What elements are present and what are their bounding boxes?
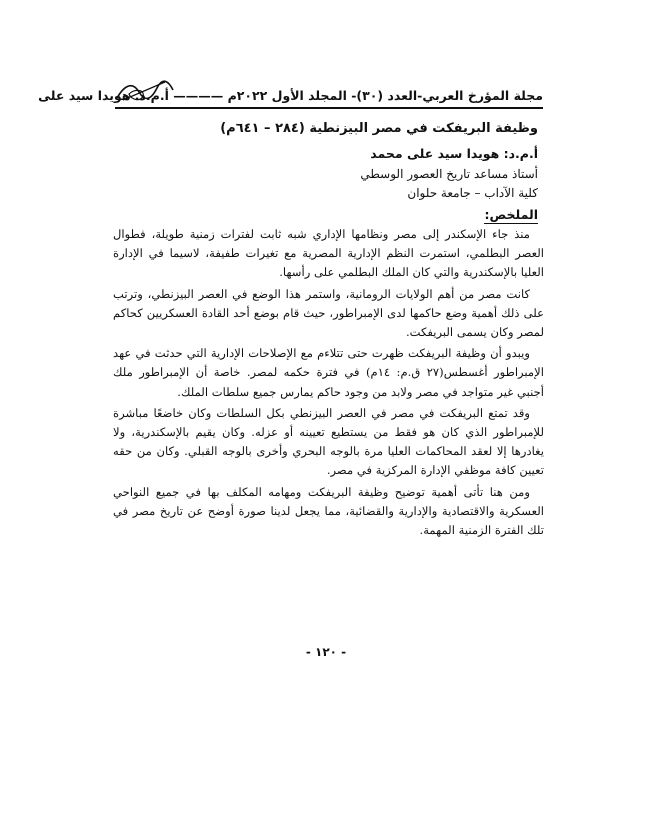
abstract-paragraph: كانت مصر من أهم الولايات الرومانية، واستمر هذا الوضع في العصر البيزنطي، وترتب على ذلك أهمية وضع حاكمها لدى الإمبراطور، حيث قام بوضع أحد القادة العسكريين كحاكم لمصر وكان يسمى البريفكت.	[113, 286, 544, 340]
summary-heading: الملخص:	[484, 207, 538, 222]
abstract-paragraph: ومن هنا تأتى أهمية توضيح وظيفة البريفكت ومهامه المكلف بها في جميع النواحي العسكرية والاقتصادية والإدارية والقضائية، مما يجعل لدينا صورة أوضح عن تاريخ مصر في تلك الفترة الزمنية المهمة.	[113, 484, 544, 538]
running-header	[38, 78, 543, 110]
header-divider	[115, 107, 543, 109]
author-institution: كلية الآداب – جامعة حلوان	[407, 186, 538, 200]
author-name: أ.م.د: هويدا سيد على محمد	[370, 146, 538, 161]
abstract-paragraph: وقد تمتع البريفكت في مصر في العصر البيزنطي بكل السلطات وكان خاضعًا مباشرة للإمبراطور الذي كان هو فقط من يستطيع تعيينه أو عزله. وكان يقيم بالإسكندرية، ولا يغادرها إلا لعقد المحاكمات العليا مرة بالوجه البحري وأخرى بالوجه القبلي. وكان من حقه تعيين كافة موظفي الإدارة المركزية في مصر.	[113, 405, 544, 478]
abstract-body	[113, 225, 544, 542]
journal-header-text: مجلة المؤرخ العربي-العدد (٣٠)- المجلد الأول ٢٠٢٢م ———— أ.م.د. هويدا سيد على	[38, 88, 543, 103]
page-number: - ١٢٠ -	[305, 645, 347, 659]
article-title: وظيفة البريفكت في مصر البيزنطية (٢٨٤ – ٦٤١م)	[220, 121, 538, 136]
abstract-paragraph: ويبدو أن وظيفة البريفكت ظهرت حتى تتلاءم مع الإصلاحات الإدارية التي حدثت في عهد الإمبراطور أغسطس(٢٧ ق.م: ١٤م) في فترة حكمه لمصر. خاصة أن الإمبراطور ملك أجنبي غير متواجد في مصر ولابد من وجود حاكم يمارس جميع سلطات الملك.	[113, 346, 544, 399]
author-position: أستاذ مساعد تاريخ العصور الوسطي	[360, 167, 538, 181]
abstract-paragraph: منذ جاء الإسكندر إلى مصر ونظامها الإداري شبه ثابت لفترات زمنية طويلة، فطوال العصر البطلمي، استمرت النظم الإدارية المصرية مع تغيرات طفيفة، لاسيما في الإدارة العليا بالإسكندرية والتي كان الملك البطلمي على رأسها.	[113, 227, 544, 280]
